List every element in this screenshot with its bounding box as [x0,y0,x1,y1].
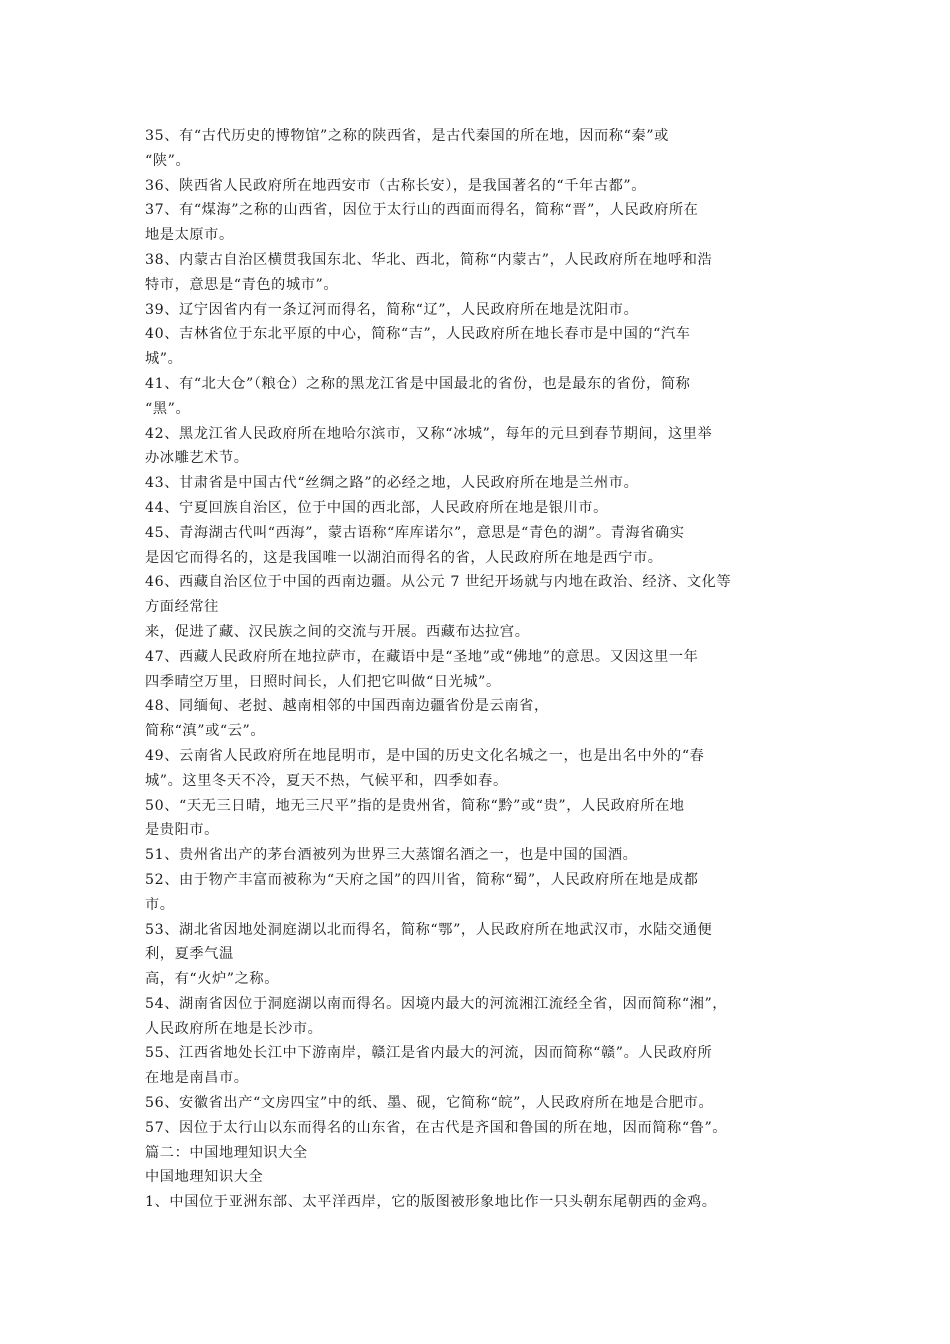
text-line: “黑”。 [145,400,191,417]
text-line: 48、同缅甸、老挝、越南相邻的中国西南边疆省份是云南省， [145,698,549,715]
text-line: 44、宁夏回族自治区，位于中国的西北部，人民政府所在地是银川市。 [145,499,608,516]
text-line: 来，促进了藏、汉民族之间的交流与开展。西藏布达拉宫。 [145,623,530,640]
text-line: 51、贵州省出产的茅台酒被列为世界三大蒸馏名酒之一，也是中国的国酒。 [145,847,638,864]
text-line: 42、黑龙江省人民政府所在地哈尔滨市，又称“冰城”，每年的元旦到春节期间，这里举 [145,425,713,442]
text-line: 35、有“古代历史的博物馆”之称的陕西省，是古代秦国的所在地，因而称“秦”或 [145,128,669,144]
text-line: 地是太原市。 [145,227,234,244]
text-line: 37、有“煤海”之称的山西省，因位于太行山的西面而得名，简称“晋”，人民政府所在 [145,202,699,219]
text-line: “陕”。 [145,152,191,169]
text-line: 1、中国位于亚洲东部、太平洋西岸，它的版图被形象地比作一只头朝东尾朝西的金鸡。 [145,1194,717,1211]
text-line: 四季晴空万里，日照时间长，人们把它叫做“日光城”。 [145,673,501,690]
text-line: 办冰雕艺术节。 [145,450,249,467]
text-line: 54、湖南省因位于洞庭湖以南而得名。因境内最大的河流湘江流经全省，因而简称“湘”， [145,995,728,1012]
text-line: 市。 [145,896,175,913]
text-line: 41、有“北大仓”（粮仓）之称的黑龙江省是中国最北的省份，也是最东的省份，简称 [145,375,691,392]
text-line: 55、江西省地处长江中下游南岸，赣江是省内最大的河流，因而简称“赣”。人民政府所 [145,1045,713,1062]
text-line: 45、青海湖古代叫“西海”，蒙古语称“库库诺尔”，意思是“青色的湖”。青海省确实 [145,524,685,541]
document-page [145,124,815,1215]
text-line: 特市，意思是“青色的城市”。 [145,276,339,293]
text-line: 38、内蒙古自治区横贯我国东北、华北、西北，简称“内蒙古”，人民政府所在地呼和浩 [145,251,713,268]
text-line: 53、湖北省因地处洞庭湖以北而得名，简称“鄂”，人民政府所在地武汉市，水陆交通便 [145,921,713,938]
text-line: 56、安徽省出产“文房四宝”中的纸、墨、砚，它简称“皖”，人民政府所在地是合肥市。 [145,1095,714,1112]
text-line: 57、因位于太行山以东而得名的山东省，在古代是齐国和鲁国的所在地，因而简称“鲁”。 [145,1119,728,1136]
text-line: 篇二：中国地理知识大全 [145,1144,308,1161]
text-line: 50、“天无三日晴，地无三尺平”指的是贵州省，简称“黔”或“贵”，人民政府所在地 [145,797,685,814]
text-line: 城”。这里冬天不冷，夏天不热，气候平和，四季如春。 [145,772,508,789]
text-line: 城”。 [145,351,183,368]
text-line: 52、由于物产丰富而被称为“天府之国”的四川省，简称“蜀”，人民政府所在地是成都 [145,871,699,888]
text-line: 40、吉林省位于东北平原的中心，简称“吉”，人民政府所在地长春市是中国的“汽车 [145,326,691,343]
text-line: 49、云南省人民政府所在地昆明市，是中国的历史文化名城之一，也是出名中外的“春 [145,747,705,764]
text-line: 是贵阳市。 [145,822,219,839]
text-line: 46、西藏自治区位于中国的西南边疆。从公元 7 世纪开场就与内地在政治、经济、文化等 [145,574,732,591]
text-line: 利，夏季气温 [145,946,234,963]
text-line: 43、甘肃省是中国古代“丝绸之路”的必经之地，人民政府所在地是兰州市。 [145,475,639,492]
text-line: 方面经常往 [145,599,219,616]
text-line: 36、陕西省人民政府所在地西安市（古称长安），是我国著名的“千年古都”。 [145,177,647,194]
text-line: 是因它而得名的，这是我国唯一以湖泊而得名的省，人民政府所在地是西宁市。 [145,549,663,566]
text-line: 39、辽宁因省内有一条辽河而得名，简称“辽”，人民政府所在地是沈阳市。 [145,301,639,318]
text-line: 人民政府所在地是长沙市。 [145,1020,323,1037]
text-line: 简称“滇”或“云”。 [145,723,266,740]
text-line: 在地是南昌市。 [145,1070,249,1087]
text-line: 中国地理知识大全 [145,1169,264,1186]
text-line: 47、西藏人民政府所在地拉萨市，在藏语中是“圣地”或“佛地”的意思。又因这里一年 [145,648,699,665]
text-line: 高，有“火炉”之称。 [145,971,280,988]
